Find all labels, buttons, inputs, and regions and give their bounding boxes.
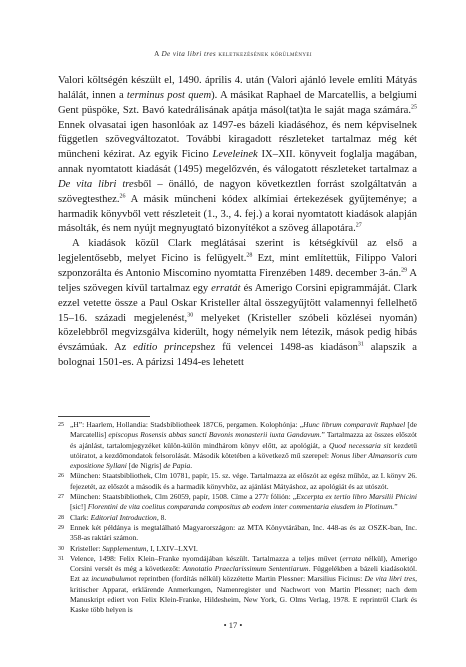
italic-text: Annotatio Praeclarissimum Sententiarum	[182, 564, 309, 574]
footnote-number: 28	[58, 514, 64, 521]
running-head-pre: A	[154, 50, 162, 58]
italic-text: De vita libri tres	[364, 574, 416, 584]
footnote-number: 29	[58, 524, 64, 531]
text-run: Valori költségén készült el, 1490. április 4. után (Valori ajánló levele említi Mátyás halálát, innen a	[58, 75, 417, 101]
running-head	[0, 50, 466, 58]
footnote-ref: 29	[401, 267, 408, 274]
text-run: IX–XII. könyveit foglalja magában, annak nyomtatott kiadását (1495) megelőzvén, és válogatott részleteket tartalmaz a	[58, 149, 417, 176]
footnote-number: 27	[58, 494, 64, 501]
italic-text: editio princeps	[133, 342, 201, 354]
text-run: Kristeller:	[70, 543, 103, 553]
footnote	[58, 492, 417, 513]
text-run: Ennek olvasatai igen hasonlóak az 1497-es bázeli kiadáséhoz, és nem képviselnek független szövegváltozatot. További kiragadott részleteket tartalmaz még két müncheni kézirat. Az egyik Ficino	[58, 119, 417, 161]
text-run: München: Staatsbibliothek, Clm 10781, papír, 15. sz. vége. Tartalmazza az előszót az egész műhöz, az I. könyv 26. fejezetét, az előszót a második és a harmadik könyvhöz, az ajánlást Mátyáshoz, az apológiát és az utószót.	[70, 471, 417, 491]
italic-text: Editorial Introduction	[90, 512, 157, 522]
italic-text: de Papia	[163, 461, 191, 471]
footnote-ref: 28	[246, 252, 253, 259]
text-run: alapszik a bolognai 1501-es. A párizsi 1494-es lehetett	[58, 342, 417, 369]
text-run: A teljes szövegen kívül tartalmaz egy	[58, 267, 417, 294]
text-run: A másik müncheni kódex alkímiai értekezések gyűjteménye; a harmadik könyvből vett részleteit (1., 3., 4. fej.) a korai nyomtatott kiadások alapján másolták, és nem nyújt megnyugtató bizonyítékot a szöveg állapotára.	[58, 193, 417, 235]
footnote-number: 31	[58, 555, 64, 562]
italic-text: Excerpta ex tertio libro Marsilii Phicini	[296, 492, 417, 502]
text-run: [sic!]	[70, 502, 88, 512]
footnote-ref: 25	[411, 104, 417, 111]
footnote-ref: 30	[187, 311, 194, 318]
footnote-number: 26	[58, 473, 64, 480]
text-run: , kritischer Apparat, erklärende Anmerkungen, Namenregister und Nachwort von Martin Plessner; nach dem Manuskript ediert von Felix Klein-Franke, Hildesheim, New York, G. Olms Verlag, 1978. E reprintről Clark és Kaske több helyen is	[70, 574, 418, 615]
text-run: Ezt, mint említettük, Filippo Valori szponzorálta és Antonio Miscomino nyomtatta Firenzében 1489. december 3-án.	[58, 253, 418, 279]
body-paragraph	[58, 237, 417, 371]
footnote	[58, 523, 417, 544]
footnote-number: 30	[58, 545, 64, 552]
text-run: Clark:	[70, 512, 91, 522]
text-run: ”	[394, 502, 398, 512]
text-run: München: Staatsbibliothek, Clm 26059, papír, 1508. Címe a 277r fólión: „	[70, 492, 297, 502]
footnote	[58, 420, 417, 471]
body-text	[58, 74, 417, 371]
text-run: ” Tartalmazza az összes előszót és ajánlást, tartalomjegyzéket külön-külön mindhárom könyv előtt, az apológiát, a	[70, 430, 417, 450]
italic-text: Quod necessaria sit	[329, 440, 391, 450]
italic-text: Leveleinek	[212, 149, 258, 161]
italic-text: Supplementum	[102, 543, 147, 553]
text-run: , 8.	[156, 512, 167, 522]
text-run: hez fű velencei 1498-as kiadáson	[200, 342, 358, 354]
text-run: [de Nigris]	[126, 461, 164, 471]
text-run: „H”: Haarlem, Hollandia: Stadsbibliotheek 187C6, pergamen. Kolophónja: „	[70, 420, 304, 429]
text-run: Velence, 1498: Felix Klein–Franke nyomdájában készült. Tartalmazza a teljes művet (	[70, 553, 343, 563]
italic-text: Nonus liber Almansoris cum expositione Syllani	[70, 450, 417, 471]
footnote	[58, 513, 417, 523]
running-head-post: keletkezésének körülményei	[216, 50, 312, 58]
text-run: . Függelékben a bázeli kiadásoktól. Ezt az	[70, 564, 417, 584]
text-run: ből – önálló, de nagyon következtlen forrást szolgáltatván a szövegtesthez.	[58, 178, 418, 205]
text-run: Ennek két példánya is megtalálható Magyarországon: az MTA Könyvtárában, Inc. 448-as és az OSZK-ban, Inc. 358-as raktári számon.	[70, 522, 417, 543]
footnote	[58, 471, 417, 492]
footnote-separator	[58, 416, 150, 417]
text-run: melyeket (Kristeller szóbeli közlései nyomán) közelebbről megvizsgálva kiderült, hogy némelyik nem létezik, mások pedig hibás évszámúak. Az	[58, 312, 418, 354]
text-run: ot reprintben (fordítás nélkül) közzétette Martin Plessner: Marsilius Ficinus:	[130, 574, 365, 584]
running-head-title: De vita libri tres	[161, 50, 217, 58]
text-run: és Amerigo Corsini epigrammáját. Clark ezzel vetette össze a Paul Oskar Kristeller által összegyűjtött valamennyi fellelhető 15–16. századi megjelenést,	[58, 282, 418, 324]
text-run: ). A másikat Raphael de Marcatellis, a belgiumi Gent püspöke, Szt. Bavó katedrálisának apátja másol(tat)ta le saját maga számára.	[58, 89, 417, 116]
italic-text: episcopus Rosensis abbas sancti Bavonis monasterii iuxta Gandavum.	[108, 430, 322, 440]
text-run: , I, LXIV–LXVI.	[146, 543, 198, 553]
page-number: • 17 •	[223, 620, 243, 630]
italic-text: Florentini de vita coelitus comparanda compositus ab eodem inter commentaria eiusdem in Plotinum.	[87, 502, 395, 512]
footnote-ref: 27	[355, 222, 362, 229]
italic-text: terminus post quem	[126, 89, 212, 101]
body-paragraph	[58, 74, 417, 237]
italic-text: incunabulum	[91, 574, 131, 584]
italic-text: erratát	[211, 282, 241, 294]
footnotes	[58, 420, 417, 616]
footnote-ref: 31	[357, 341, 364, 348]
text-run: kezdetű utóiratot, a kezdőmondatok felsorolását. Második kötetében a következő mű szerepel:	[70, 440, 417, 460]
italic-text: De vita libri tres	[58, 178, 138, 190]
italic-text: Hunc librum comparavit Raphael	[303, 420, 406, 429]
italic-text: errata	[342, 553, 362, 563]
footnote-number: 25	[58, 422, 64, 428]
text-run: .	[190, 461, 193, 471]
text-run: nélkül), Amerigo Corsini versét és még a következőt:	[70, 553, 417, 574]
text-run: [de Marcatellis]	[70, 420, 418, 440]
text-run: A kiadások közül Clark meglátásai szerint is kétségkívül az első a legjelentősebb, melyet Ficino is felügyelt.	[58, 238, 417, 265]
footnote	[58, 544, 417, 554]
footnote	[58, 554, 417, 616]
footnote-ref: 26	[119, 193, 126, 200]
